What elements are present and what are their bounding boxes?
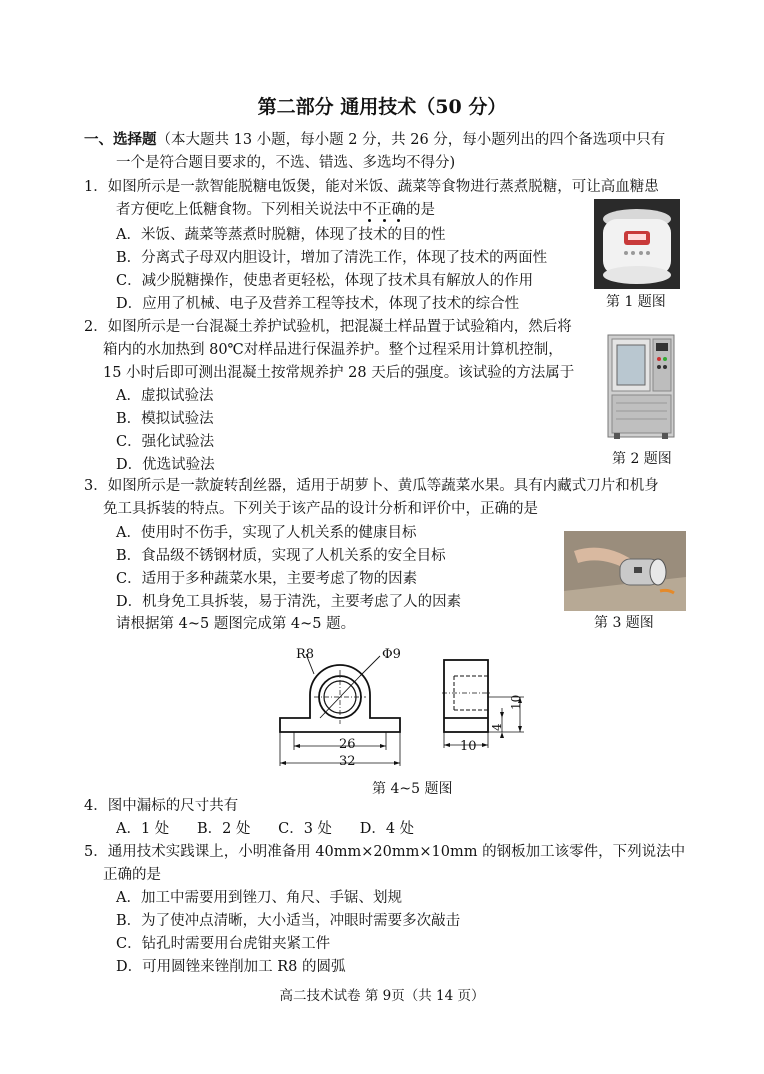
q2-stem-3: 15 小时后即可测出混凝土按常规养护 28 天后的强度。该试验的方法属于 [103,365,575,381]
dim-10-horizontal: 10 [460,739,477,754]
section-header [84,130,665,150]
q2-option-d: D．优选试验法 [116,457,215,473]
q1-stem-2e: 的是 [406,202,435,218]
rice-cooker-image [594,199,680,289]
section-desc-2: 一个是符合题目要求的，不选、错选、多选均不得分) [116,155,456,171]
q5-option-a: A．加工中需要用到锉刀、角尺、手锯、划规 [116,890,402,906]
q2-option-c: C．强化试验法 [116,434,215,450]
q2-caption: 第 2 题图 [612,451,672,467]
q5-stem-1: 5．通用技术实践课上，小明准备用 40mm×20mm×10mm 的钢板加工该零件，下列说法中 [84,844,686,860]
q3-option-c: C．适用于多种蔬菜水果，主要考虑了物的因素 [116,571,418,587]
grater-image [564,531,686,611]
q5-option-c: C．钻孔时需要用台虎钳夹紧工件 [116,936,331,952]
q1-emph-2: 正 [377,202,392,218]
q1-stem-2 [116,200,435,220]
q1-option-a: A．米饭、蔬菜等蒸煮时脱糖，体现了技术的目的性 [116,227,446,243]
q1-option-c: C．减少脱糖操作，使患者更轻松，体现了技术具有解放人的作用 [116,273,534,289]
intro-q4-5: 请根据第 4~5 题图完成第 4~5 题。 [116,616,356,632]
dim-32: 32 [339,754,356,769]
q3-option-b: B．食品级不锈钢材质，实现了人机关系的安全目标 [116,548,446,564]
q1-emph-1: 不 [362,202,377,218]
dim-4: 4 [490,723,504,731]
q3-option-a: A．使用时不伤手，实现了人机关系的健康目标 [116,525,417,541]
drawing-caption: 第 4~5 题图 [372,781,453,797]
q1-caption: 第 1 题图 [606,294,666,310]
section-desc-1: （本大题共 13 小题，每小题 2 分，共 26 分，每小题列出的四个备选项中只有 [156,132,666,148]
test-chamber-image [606,333,676,441]
dim-phi9: Φ9 [382,647,401,662]
q3-stem-2: 免工具拆装的特点。下列关于该产品的设计分析和评价中，正确的是 [103,501,538,517]
dim-r8: R8 [296,647,315,662]
q1-option-d: D．应用了机械、电子及营养工程等技术，体现了技术的综合性 [116,296,520,312]
q5-option-b: B．为了使冲点清晰，大小适当，冲眼时需要多次敲击 [116,913,461,929]
q4-stem: 4．图中漏标的尺寸共有 [84,798,239,814]
q3-option-d: D．机身免工具拆装，易于清洗，主要考虑了人的因素 [116,594,462,610]
q1-stem-2a: 者方便吃上低糖食物。下列相关说法中 [116,202,363,218]
page-title: 第二部分 通用技术（50 分） [257,96,507,118]
page-footer: 高二技术试卷 第 9页（共 14 页） [279,988,485,1004]
q1-emph-3: 确 [391,202,406,218]
q1-option-b: B．分离式子母双内胆设计，增加了清洗工作，体现了技术的两面性 [116,250,548,266]
q5-option-d: D．可用圆锉来锉削加工 R8 的圆弧 [116,959,346,975]
dim-26: 26 [339,737,356,752]
q2-stem-2: 箱内的水加热到 80℃对样品进行保温养护。整个过程采用计算机控制， [103,342,563,358]
q4-options: A．1 处 B．2 处 C．3 处 D．4 处 [116,821,415,837]
q5-stem-2: 正确的是 [103,867,161,883]
q2-stem-1: 2．如图所示是一台混凝土养护试验机，把混凝土样品置于试验箱内，然后将 [84,319,572,335]
q2-option-b: B．模拟试验法 [116,411,214,427]
q3-caption: 第 3 题图 [594,615,654,631]
q1-stem-1: 1．如图所示是一款智能脱糖电饭煲，能对米饭、蔬菜等食物进行蒸煮脱糖，可让高血糖患 [84,179,659,195]
dim-10-vertical: 10 [509,694,523,710]
section-label: 一、选择题 [84,131,157,148]
q2-option-a: A．虚拟试验法 [116,388,214,404]
q3-stem-1: 3．如图所示是一款旋转刮丝器，适用于胡萝卜、黄瓜等蔬菜水果。具有内藏式刀片和机身 [84,478,659,494]
